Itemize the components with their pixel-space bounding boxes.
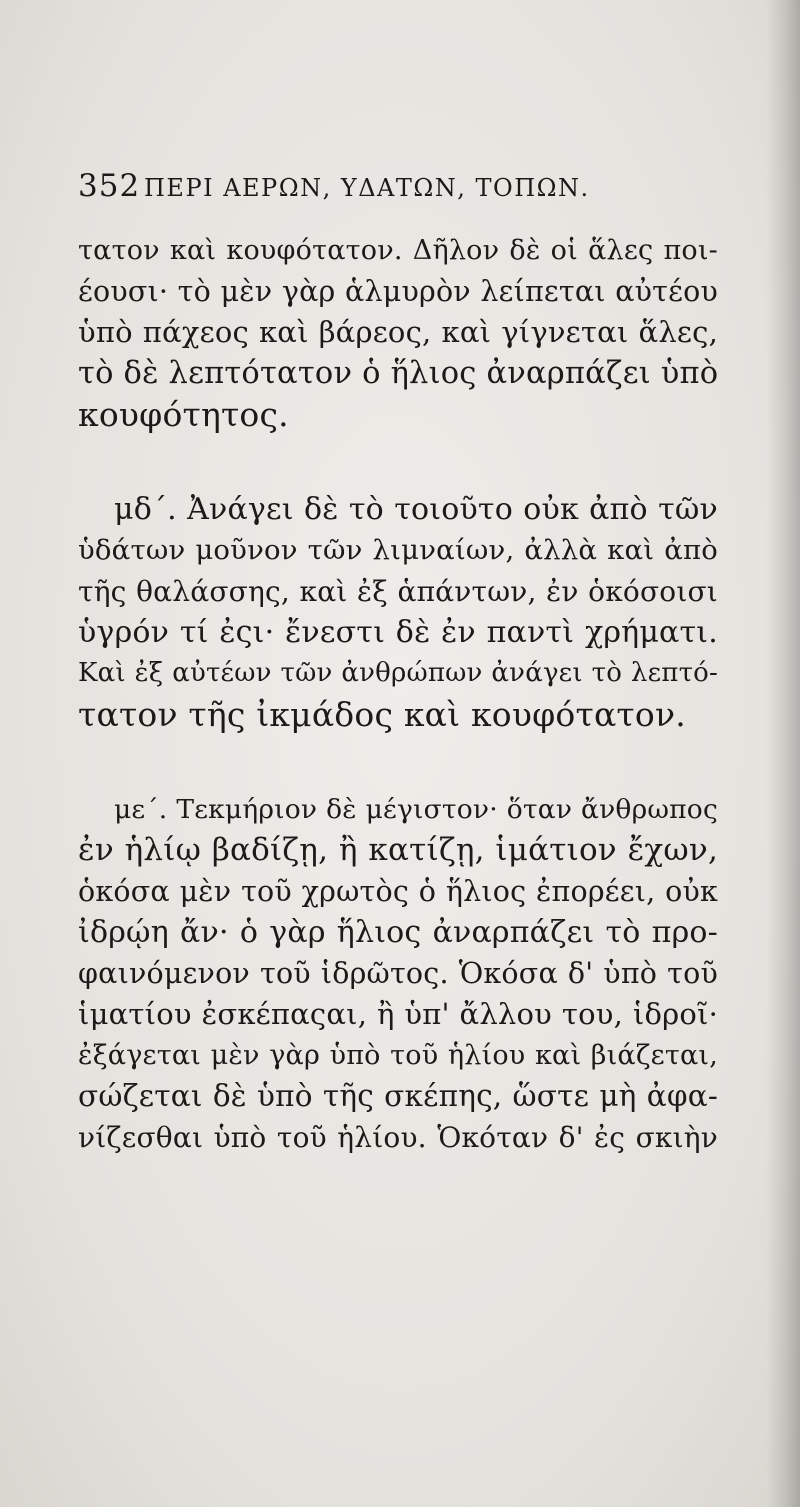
- text-line: ἐξάγεται μὲν γὰρ ὑπὸ τοῦ ἡλίου καὶ βιάζεται,: [78, 1040, 718, 1071]
- paragraph-gap: [78, 435, 718, 489]
- text-line: ἰδρῴη ἄν· ὁ γὰρ ἥλιος ἀναρπάζει τὸ προ-: [78, 915, 718, 950]
- paragraph-gap: [78, 735, 718, 789]
- paragraph-2: [78, 489, 718, 735]
- text-line: μδ΄. Ἀνάγει δὲ τὸ τοιοῦτο οὐκ ἀπὸ τῶν: [114, 492, 718, 527]
- text-line: ὑδάτων μοῦνον τῶν λιμναίων, ἀλλὰ καὶ ἀπὸ: [78, 534, 718, 566]
- text-line: ὁκόσα μὲν τοῦ χρωτὸς ὁ ἥλιος ἐπορέει, οὐκ: [78, 875, 718, 908]
- running-head: [78, 168, 718, 228]
- paragraph-3: [78, 789, 718, 1158]
- text-line: τῆς θαλάσσης, καὶ ἐξ ἁπάντων, ἐν ὁκόσοισι: [78, 575, 718, 608]
- text-line: τατον τῆς ἰκμάδος καὶ κουφότατον.: [78, 695, 686, 734]
- running-title: ΠΕΡΙ ΑΕΡΩΝ, ΥΔΑΤΩΝ, ΤΟΠΩΝ.: [144, 174, 590, 202]
- paragraph-1: [78, 230, 718, 435]
- text-line: σώζεται δὲ ὑπὸ τῆς σκέπης, ὥστε μὴ ἀφα-: [78, 1079, 718, 1113]
- text-line: νίζεσθαι ὑπὸ τοῦ ἡλίου. Ὁκόταν δ' ἐς σκιὴν: [78, 1121, 718, 1154]
- text-line: φαινόμενον τοῦ ἱδρῶτος. Ὁκόσα δ' ὑπὸ τοῦ: [78, 957, 718, 990]
- text-line: ὑγρόν τί ἐςι· ἔνεστι δὲ ἐν παντὶ χρήματι.: [78, 615, 718, 650]
- text-line: ἱματίου ἐσκέπαςαι, ἢ ὑπ' ἄλλου του, ἱδροῖ·: [78, 997, 718, 1031]
- text-line: έουσι· τὸ μὲν γὰρ ἁλμυρὸν λείπεται αὐτέου: [78, 275, 718, 308]
- page-edge-shadow: [766, 0, 800, 1507]
- text-line: με΄. Τεκμήριον δὲ μέγιστον· ὅταν ἄνθρωπος: [114, 794, 718, 825]
- text-block: [78, 168, 718, 1158]
- page-number: 352: [78, 168, 141, 204]
- text-line: ἐν ἡλίῳ βαδίζῃ, ἢ κατίζῃ, ἱμάτιον ἔχων,: [78, 832, 718, 868]
- text-line: τὸ δὲ λεπτότατον ὁ ἥλιος ἀναρπάζει ὑπὸ: [78, 356, 719, 391]
- text-line: κουφότητος.: [78, 395, 289, 434]
- text-line: ὑπὸ πάχεος καὶ βάρεος, καὶ γίγνεται ἅλες,: [78, 315, 718, 349]
- text-line: τατον καὶ κουφότατον. Δῆλον δὲ οἱ ἅλες ποι-: [78, 235, 718, 266]
- text-line: Καὶ ἐξ αὐτέων τῶν ἀνθρώπων ἀνάγει τὸ λεπτό-: [78, 658, 718, 688]
